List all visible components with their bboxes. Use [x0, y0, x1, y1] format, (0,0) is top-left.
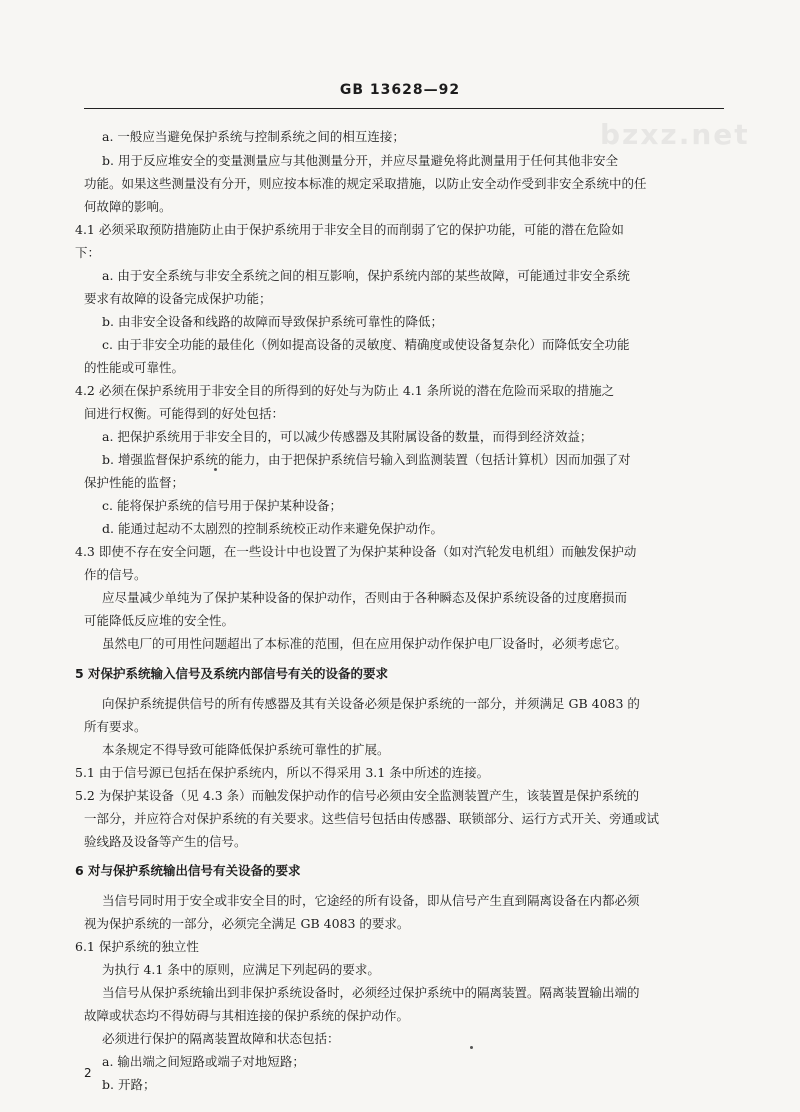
body-text-line: 本条规定不得导致可能降低保护系统可靠性的扩展。: [102, 742, 390, 757]
body-text-line: 虽然电厂的可用性问题超出了本标准的范围，但在应用保护动作保护电厂设备时，必须考虑它。: [102, 636, 628, 651]
list-item-a: a. 由于安全系统与非安全系统之间的相互影响，保护系统内部的某些故障，可能通过非安全系统: [102, 268, 630, 283]
list-item-c: c. 由于非安全功能的最佳化（例如提高设备的灵敏度、精确度或使设备复杂化）而降低安全功能: [102, 337, 630, 352]
body-text-line: 何故障的影响。: [84, 199, 172, 214]
list-item-b: b. 开路；: [102, 1077, 156, 1092]
body-text-line: 为执行 4.1 条中的原则，应满足下列起码的要求。: [102, 962, 380, 977]
scan-speck: [214, 468, 217, 471]
standard-code-header: GB 13628—92: [339, 82, 461, 98]
body-text-line: 验线路及设备等产生的信号。: [84, 834, 247, 849]
clause-4-2: 4.2 必须在保护系统用于非安全目的所得到的好处与为防止 4.1 条所说的潜在危险而采取的措施之: [75, 383, 615, 398]
body-text-line: 下：: [75, 245, 101, 260]
list-item-a: a. 输出端之间短路或端子对地短路；: [102, 1054, 305, 1069]
body-text-line: 要求有故障的设备完成保护功能；: [84, 291, 272, 306]
header-rule: [84, 108, 724, 109]
body-text-line: 保护性能的监督；: [84, 475, 185, 490]
body-text-line: 作的信号。: [84, 567, 147, 582]
section-5-heading: 5 对保护系统输入信号及系统内部信号有关的设备的要求: [75, 666, 389, 681]
body-text-line: 当信号从保护系统输出到非保护系统设备时，必须经过保护系统中的隔离装置。隔离装置输出端的: [102, 985, 640, 1000]
section-6-heading: 6 对与保护系统输出信号有关设备的要求: [75, 863, 301, 878]
scan-speck: [470, 1046, 473, 1049]
body-text-line: 应尽量减少单纯为了保护某种设备的保护动作，否则由于各种瞬态及保护系统设备的过度磨损而: [102, 590, 628, 605]
clause-5-2: 5.2 为保护某设备（见 4.3 条）而触发保护动作的信号必须由安全监测装置产生，该装置是保护系统的: [75, 788, 640, 803]
list-item-a: a. 把保护系统用于非安全目的，可以减少传感器及其附属设备的数量，而得到经济效益；: [102, 429, 593, 444]
clause-6-1: 6.1 保护系统的独立性: [75, 939, 199, 954]
body-text-line: 必须进行保护的隔离装置故障和状态包括：: [102, 1031, 340, 1046]
body-text-line: 当信号同时用于安全或非安全目的时，它途经的所有设备，即从信号产生直到隔离设备在内都必须: [102, 893, 640, 908]
clause-4-1: 4.1 必须采取预防措施防止由于保护系统用于非安全目的而削弱了它的保护功能，可能的潜在危险如: [75, 222, 624, 237]
watermark: bzxz.net: [600, 118, 750, 151]
body-text-line: 向保护系统提供信号的所有传感器及其有关设备必须是保护系统的一部分，并须满足 GB 4083 的: [102, 696, 640, 711]
clause-4-3: 4.3 即使不存在安全问题，在一些设计中也设置了为保护某种设备（如对汽轮发电机组）而触发保护动: [75, 544, 637, 559]
body-text-line: 故障或状态均不得妨碍与其相连接的保护系统的保护动作。: [84, 1008, 410, 1023]
clause-5-1: 5.1 由于信号源已包括在保护系统内，所以不得采用 3.1 条中所述的连接。: [75, 765, 490, 780]
list-item-b: b. 用于反应堆安全的变量测量应与其他测量分开，并应尽量避免将此测量用于任何其他非安全: [102, 153, 618, 168]
body-text-line: 所有要求。: [84, 719, 147, 734]
body-text-line: 功能。如果这些测量没有分开，则应按本标准的规定采取措施，以防止安全动作受到非安全系统中的任: [84, 176, 647, 191]
list-item-a: a. 一般应当避免保护系统与控制系统之间的相互连接；: [102, 129, 405, 144]
page-number: 2: [84, 1066, 92, 1080]
list-item-d: d. 能通过起动不太剧烈的控制系统校正动作来避免保护动作。: [102, 521, 443, 536]
list-item-b: b. 由非安全设备和线路的故障而导致保护系统可靠性的降低；: [102, 314, 443, 329]
body-text-line: 视为保护系统的一部分，必须完全满足 GB 4083 的要求。: [84, 916, 410, 931]
body-text-line: 可能降低反应堆的安全性。: [84, 613, 235, 628]
list-item-c: c. 能将保护系统的信号用于保护某种设备；: [102, 498, 342, 513]
body-text-line: 间进行权衡。可能得到的好处包括：: [84, 406, 285, 421]
list-item-b: b. 增强监督保护系统的能力，由于把保护系统信号输入到监测装置（包括计算机）因而加强了对: [102, 452, 631, 467]
body-text-line: 一部分，并应符合对保护系统的有关要求。这些信号包括由传感器、联锁部分、运行方式开关、旁通或试: [84, 811, 660, 826]
body-text-line: 的性能或可靠性。: [84, 360, 185, 375]
